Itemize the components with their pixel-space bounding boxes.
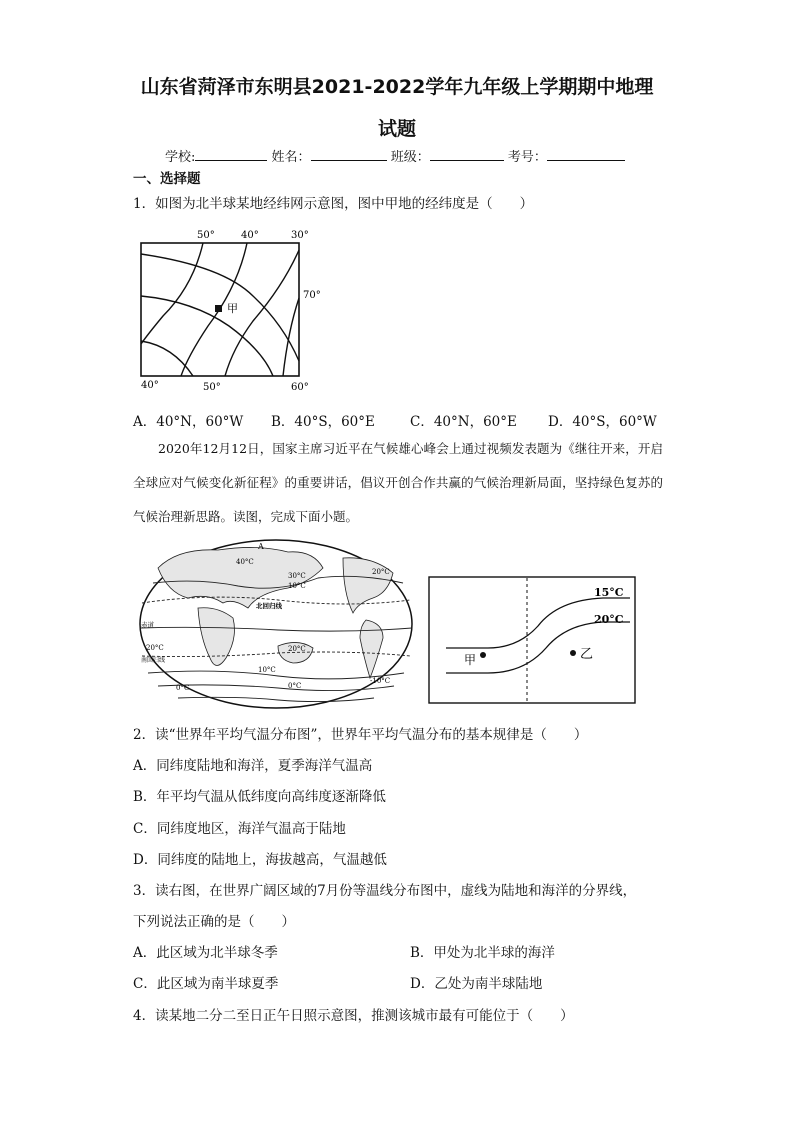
point-yi [570, 650, 576, 656]
name-label: 姓名： [271, 150, 311, 165]
q3-option-c[interactable]: C．此区域为南半球夏季 [133, 976, 279, 992]
map-label-0c-east: 0°C [288, 682, 302, 690]
q2-option-a[interactable]: A．同纬度陆地和海洋，夏季海洋气温高 [133, 758, 373, 774]
world-temperature-map [138, 538, 414, 710]
map-label-tropic-cancer: 北回归线 [256, 602, 282, 610]
latitude-line [141, 296, 273, 376]
q1-option-b[interactable]: B．40°S，60°E [271, 414, 375, 430]
right-label-70: 70° [303, 290, 321, 301]
section-heading: 一、选择题 [133, 171, 201, 187]
q1-option-a[interactable]: A．40°N，60°W [133, 414, 244, 430]
doc-title-line2: 试题 [377, 118, 416, 140]
q2-option-d[interactable]: D．同纬度的陆地上，海拔越高，气温越低 [133, 852, 387, 868]
class-blank[interactable] [430, 148, 504, 161]
passage-text: 2020年12月12日，国家主席习近平在气候雄心峰会上通过视频发表题为《继往开来，开启全球应对气候变化新征程》的重要讲话，倡议开创合作共赢的气候治理新局面，坚持绿色复苏的气候治理新思路。读图，完成下面小题。 [133, 441, 663, 524]
bottom-label-50: 50° [203, 382, 221, 393]
class-label: 班级： [390, 150, 430, 165]
top-label-30: 30° [291, 230, 309, 241]
isotherm-diagram [428, 576, 636, 704]
map-label-a: A [258, 542, 264, 551]
map-label-10c-north: 10°C [288, 582, 306, 590]
isotherm-15-label: 15°C [594, 586, 624, 599]
meridian-line [141, 243, 203, 344]
school-blank[interactable] [195, 148, 267, 161]
q1-option-c[interactable]: C．40°N，60°E [410, 414, 517, 430]
name-blank[interactable] [311, 148, 387, 161]
point-jia-label: 甲 [227, 302, 238, 315]
map-label-20c-north: 20°C [372, 568, 390, 576]
q1-stem: 1．如图为北半球某地经纬网示意图，图中甲地的经纬度是（ ） [133, 196, 534, 212]
q3-stem-line2: 下列说法正确的是（ ） [133, 914, 295, 930]
latitude-line [141, 341, 193, 376]
reading-passage [133, 432, 663, 534]
point-yi-text: 乙 [580, 647, 594, 662]
exam-no-label: 考号： [507, 150, 547, 165]
q3-stem-line1: 3．读右图，在世界广阔区域的7月份等温线分布图中，虚线为陆地和海洋的分界线， [133, 883, 637, 899]
map-label-40c: 40°C [236, 558, 254, 566]
q2-option-b[interactable]: B．年平均气温从低纬度向高纬度逐渐降低 [133, 789, 386, 805]
map-label-30c: 30°C [288, 572, 306, 580]
exam-no-blank[interactable] [547, 148, 625, 161]
top-label-40: 40° [241, 230, 259, 241]
q3-option-b[interactable]: B．甲处为北半球的海洋 [410, 945, 555, 961]
school-label: 学校: [165, 150, 196, 165]
graticule-figure [133, 226, 329, 396]
q4-stem: 4．读某地二分二至日正午日照示意图，推测该城市最有可能位于（ ） [133, 1008, 574, 1024]
bottom-label-40: 40° [141, 380, 159, 391]
isotherm-20-label: 20°C [594, 613, 624, 626]
point-jia-marker [215, 305, 222, 312]
point-jia [480, 652, 486, 658]
q1-option-d[interactable]: D．40°S，60°W [548, 414, 657, 430]
top-label-50: 50° [197, 230, 215, 241]
map-label-0c: 0°C [176, 684, 190, 692]
doc-title: 山东省菏泽市东明县2021-2022学年九年级上学期期中地理 [140, 76, 654, 98]
point-jia-text: 甲 [464, 653, 477, 667]
q3-option-d[interactable]: D．乙处为南半球陆地 [410, 976, 543, 992]
map-label-equator: 赤道 [141, 621, 154, 629]
map-label-20c: 20°C [146, 644, 164, 652]
q2-option-c[interactable]: C．同纬度地区，海洋气温高于陆地 [133, 821, 346, 837]
map-label-10c: 10°C [258, 666, 276, 674]
q2-stem: 2．读“世界年平均气温分布图”，世界年平均气温分布的基本规律是（ ） [133, 727, 588, 743]
map-label-tropic-capricorn: 南回归线 [141, 657, 166, 664]
meridian-line [283, 298, 299, 376]
map-label-minus10c: -10°C [370, 677, 391, 685]
bottom-label-60: 60° [291, 382, 309, 393]
q3-option-a[interactable]: A．此区域为北半球冬季 [133, 945, 278, 961]
student-info [165, 146, 625, 165]
map-label-20c-south: 20°C [288, 645, 306, 653]
